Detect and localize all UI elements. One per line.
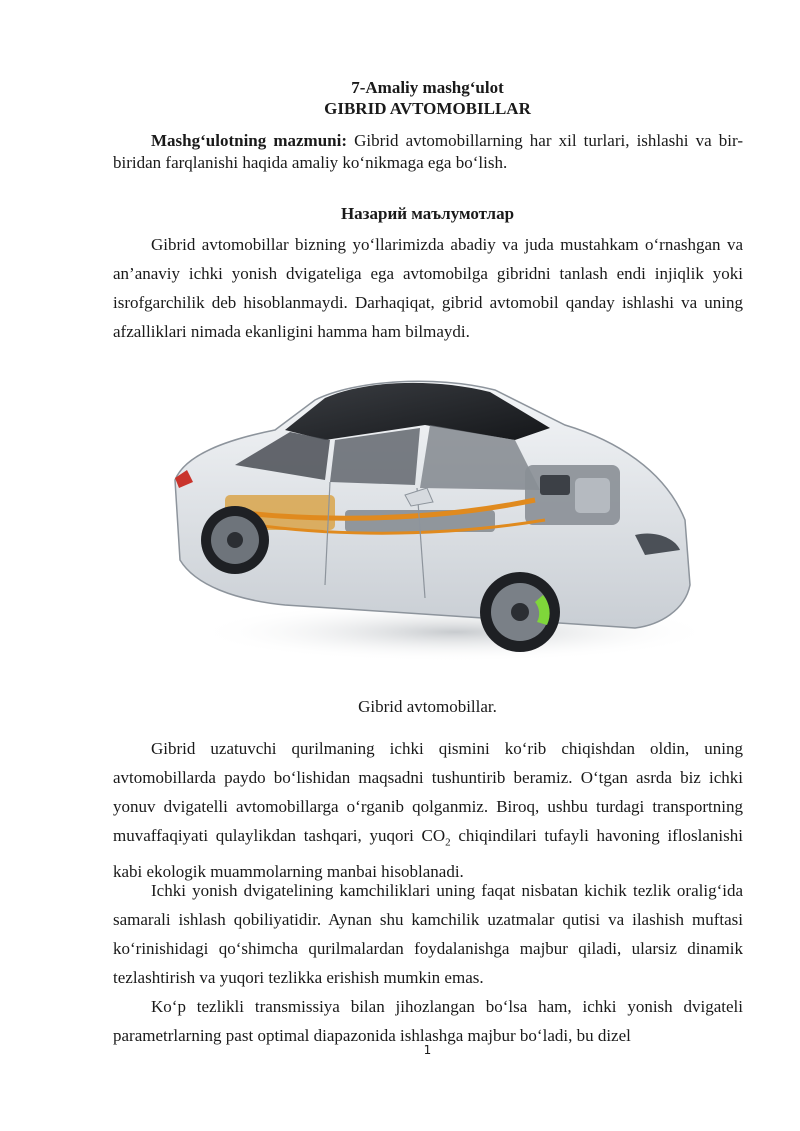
hybrid-car-illustration xyxy=(165,370,695,670)
content-text: Gibrid avtomobillarning har xil turlari, ishlashi va bir-biridan farqlanishi haqida amaliy ko‘nikmaga ega bo‘lish. xyxy=(113,131,743,172)
co2-subscript: 2 xyxy=(445,836,451,849)
content-label: Mashg‘ulotning mazmuni: xyxy=(151,131,348,150)
paragraph-4: Ko‘p tezlikli transmissiya bilan jihozlangan bo‘lsa ham, ichki yonish dvigateli parametrlarning past optimal diapazonida ishlashga majbur bo‘ladi, bu dizel xyxy=(113,997,743,1045)
paragraph-2-text: Gibrid uzatuvchi qurilmaning ichki qismini ko‘rib chiqishdan oldin, uning avtomobillarda paydo bo‘lishidan maqsadni tushuntirib beramiz. O‘tgan asrda biz ichki yonuv dvigatelli avtomobillarga o‘rganib qolganmiz. Biroq, ushbu turdagi transportning muvaffaqiyati qulaylikdan tashqari, yuqori CO xyxy=(113,739,743,845)
exercise-title: 7-Amaliy mashg‘ulot xyxy=(351,78,504,97)
paragraph-3: Ichki yonish dvigatelining kamchiliklari uning faqat nisbatan kichik tezlik oralig‘ida samarali ishlash qobiliyatidir. Aynan shu kamchilik uzatmalar qutisi va ilashish muftasi ko‘rinishidagi qo‘shimcha qurilmalardan foydalanishga majbur qiladi, ularsiz dinamik tezlashtirish va yuqori tezlikka erishish mumkin emas. xyxy=(113,881,743,987)
section-title: Назарий маълумотлар xyxy=(340,204,515,223)
page-number: 1 xyxy=(423,1043,432,1057)
paragraph-1: Gibrid avtomobillar bizning yo‘llarimizda abadiy va juda mustahkam o‘rnashgan va an’anaviy ichki yonish dvigateliga ega avtomobilga gibridni tanlash endi injiqlik yoki isrofgarchilik deb hisoblanmaydi. Darhaqiqat, gibrid avtomobil qanday ishlashi va uning afzalliklari nimada ekanligini hamma ham bilmaydi. xyxy=(113,235,743,341)
content-paragraph xyxy=(113,130,743,174)
paragraph-2 xyxy=(113,734,743,886)
paragraph-2-text-end: chiqindilari tufayli havoning ifloslanishi kabi ekologik muammolarning manbai hisoblanadi. xyxy=(113,826,743,882)
figure-caption: Gibrid avtomobillar. xyxy=(358,697,497,716)
topic-title: GIBRID AVTOMOBILLAR xyxy=(324,99,531,118)
